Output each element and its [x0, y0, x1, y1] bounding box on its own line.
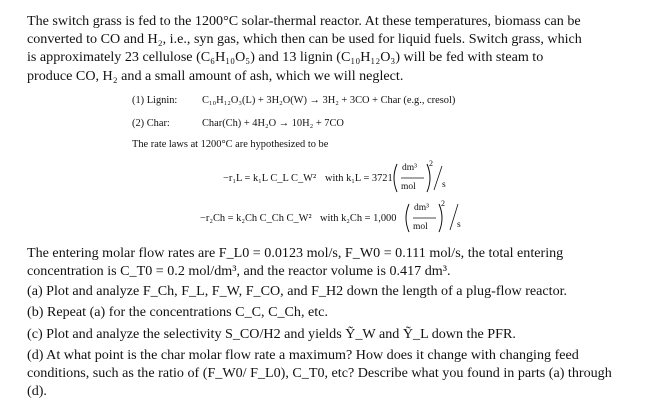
intro-line-3: is approximately 23 cellulose (C₆H₁₀O₅) and 13 lignin (C₁₀H₁₂O₃) will be fed with steam to: [27, 49, 544, 66]
rate-law-1: [223, 160, 625, 196]
question-d-line-3: (d).: [27, 383, 47, 400]
question-c: (c) Plot and analyze the selectivity S_CO/H2 and yields Ỹ_W and Ỹ_L down the PFR.: [27, 325, 516, 342]
intro-line-1: The switch grass is fed to the 1200°C solar-thermal reactor. At these temperatures, biomass can be: [27, 13, 581, 29]
problem-text: [27, 12, 625, 400]
slash: [434, 166, 442, 190]
question-b: (b) Repeat (a) for the concentrations C_C, C_Ch, etc.: [27, 304, 328, 321]
left-paren: [406, 204, 409, 232]
rate-law-1-units-den: mol: [401, 181, 416, 192]
reaction-2-label: (2) Char:: [132, 117, 170, 129]
feed-line-2: concentration is C_T0 = 0.2 mol/dm³, and the reactor volume is 0.417 dm³.: [27, 263, 451, 280]
rate-law-1-units-num: dm³: [402, 162, 417, 173]
rate-law-2: [200, 200, 625, 236]
reaction-1-label: (1) Lignin:: [132, 94, 178, 106]
rate-law-2-units-den: mol: [413, 221, 428, 232]
rate-law-1-exponent: 2: [429, 158, 433, 168]
question-d-line-2: conditions, such as the ratio of (F_W0/ F_L0), C_T0, etc? Describe what you found in parts (a) through: [27, 365, 612, 382]
rate-law-1-with: with k₁L = 3721: [325, 172, 393, 184]
rate-law-2-units-num: dm³: [414, 202, 429, 213]
reaction-2-equation: Char(Ch) + 4H₂O → 10H₂ + 7CO: [202, 117, 344, 129]
intro-line-2: converted to CO and H₂, i.e., syn gas, which then can be used for liquid fuels. Switch grass, which: [27, 31, 582, 48]
question-a: (a) Plot and analyze F_Ch, F_L, F_W, F_CO, and F_H2 down the length of a plug-flow reactor.: [27, 283, 568, 300]
feed-line-1: The entering molar flow rates are F_L0 = 0.0123 mol/s, F_W0 = 0.111 mol/s, the total entering: [27, 244, 564, 261]
rate-law-2-units-tail: s: [457, 219, 461, 230]
reaction-2: [132, 117, 625, 131]
left-paren: [394, 164, 397, 192]
intro-line-4: produce CO, H₂ and a small amount of ash, which we will neglect.: [27, 67, 404, 84]
reaction-1: [132, 94, 625, 108]
reaction-1-equation: C₁₀H₁₂O₃(L) + 3H₂O(W) → 3H₂ + 3CO + Char (e.g., cresol): [202, 94, 456, 106]
rate-laws-title: The rate laws at 1200°C are hypothesized to be: [132, 138, 329, 150]
question-d-line-1: (d) At what point is the char molar flow rate a maximum? How does it change with changing feed: [27, 346, 579, 363]
rate-law-2-exponent: 2: [441, 198, 445, 208]
rate-law-2-with: with k₂Ch = 1,000: [320, 212, 397, 224]
rate-law-1-lhs: −r₁L = k₁L C_L C_W²: [223, 172, 317, 184]
rate-law-1-units-tail: s: [442, 179, 446, 190]
rate-law-2-lhs: −r₂Ch = k₂Ch C_Ch C_W²: [200, 212, 312, 224]
